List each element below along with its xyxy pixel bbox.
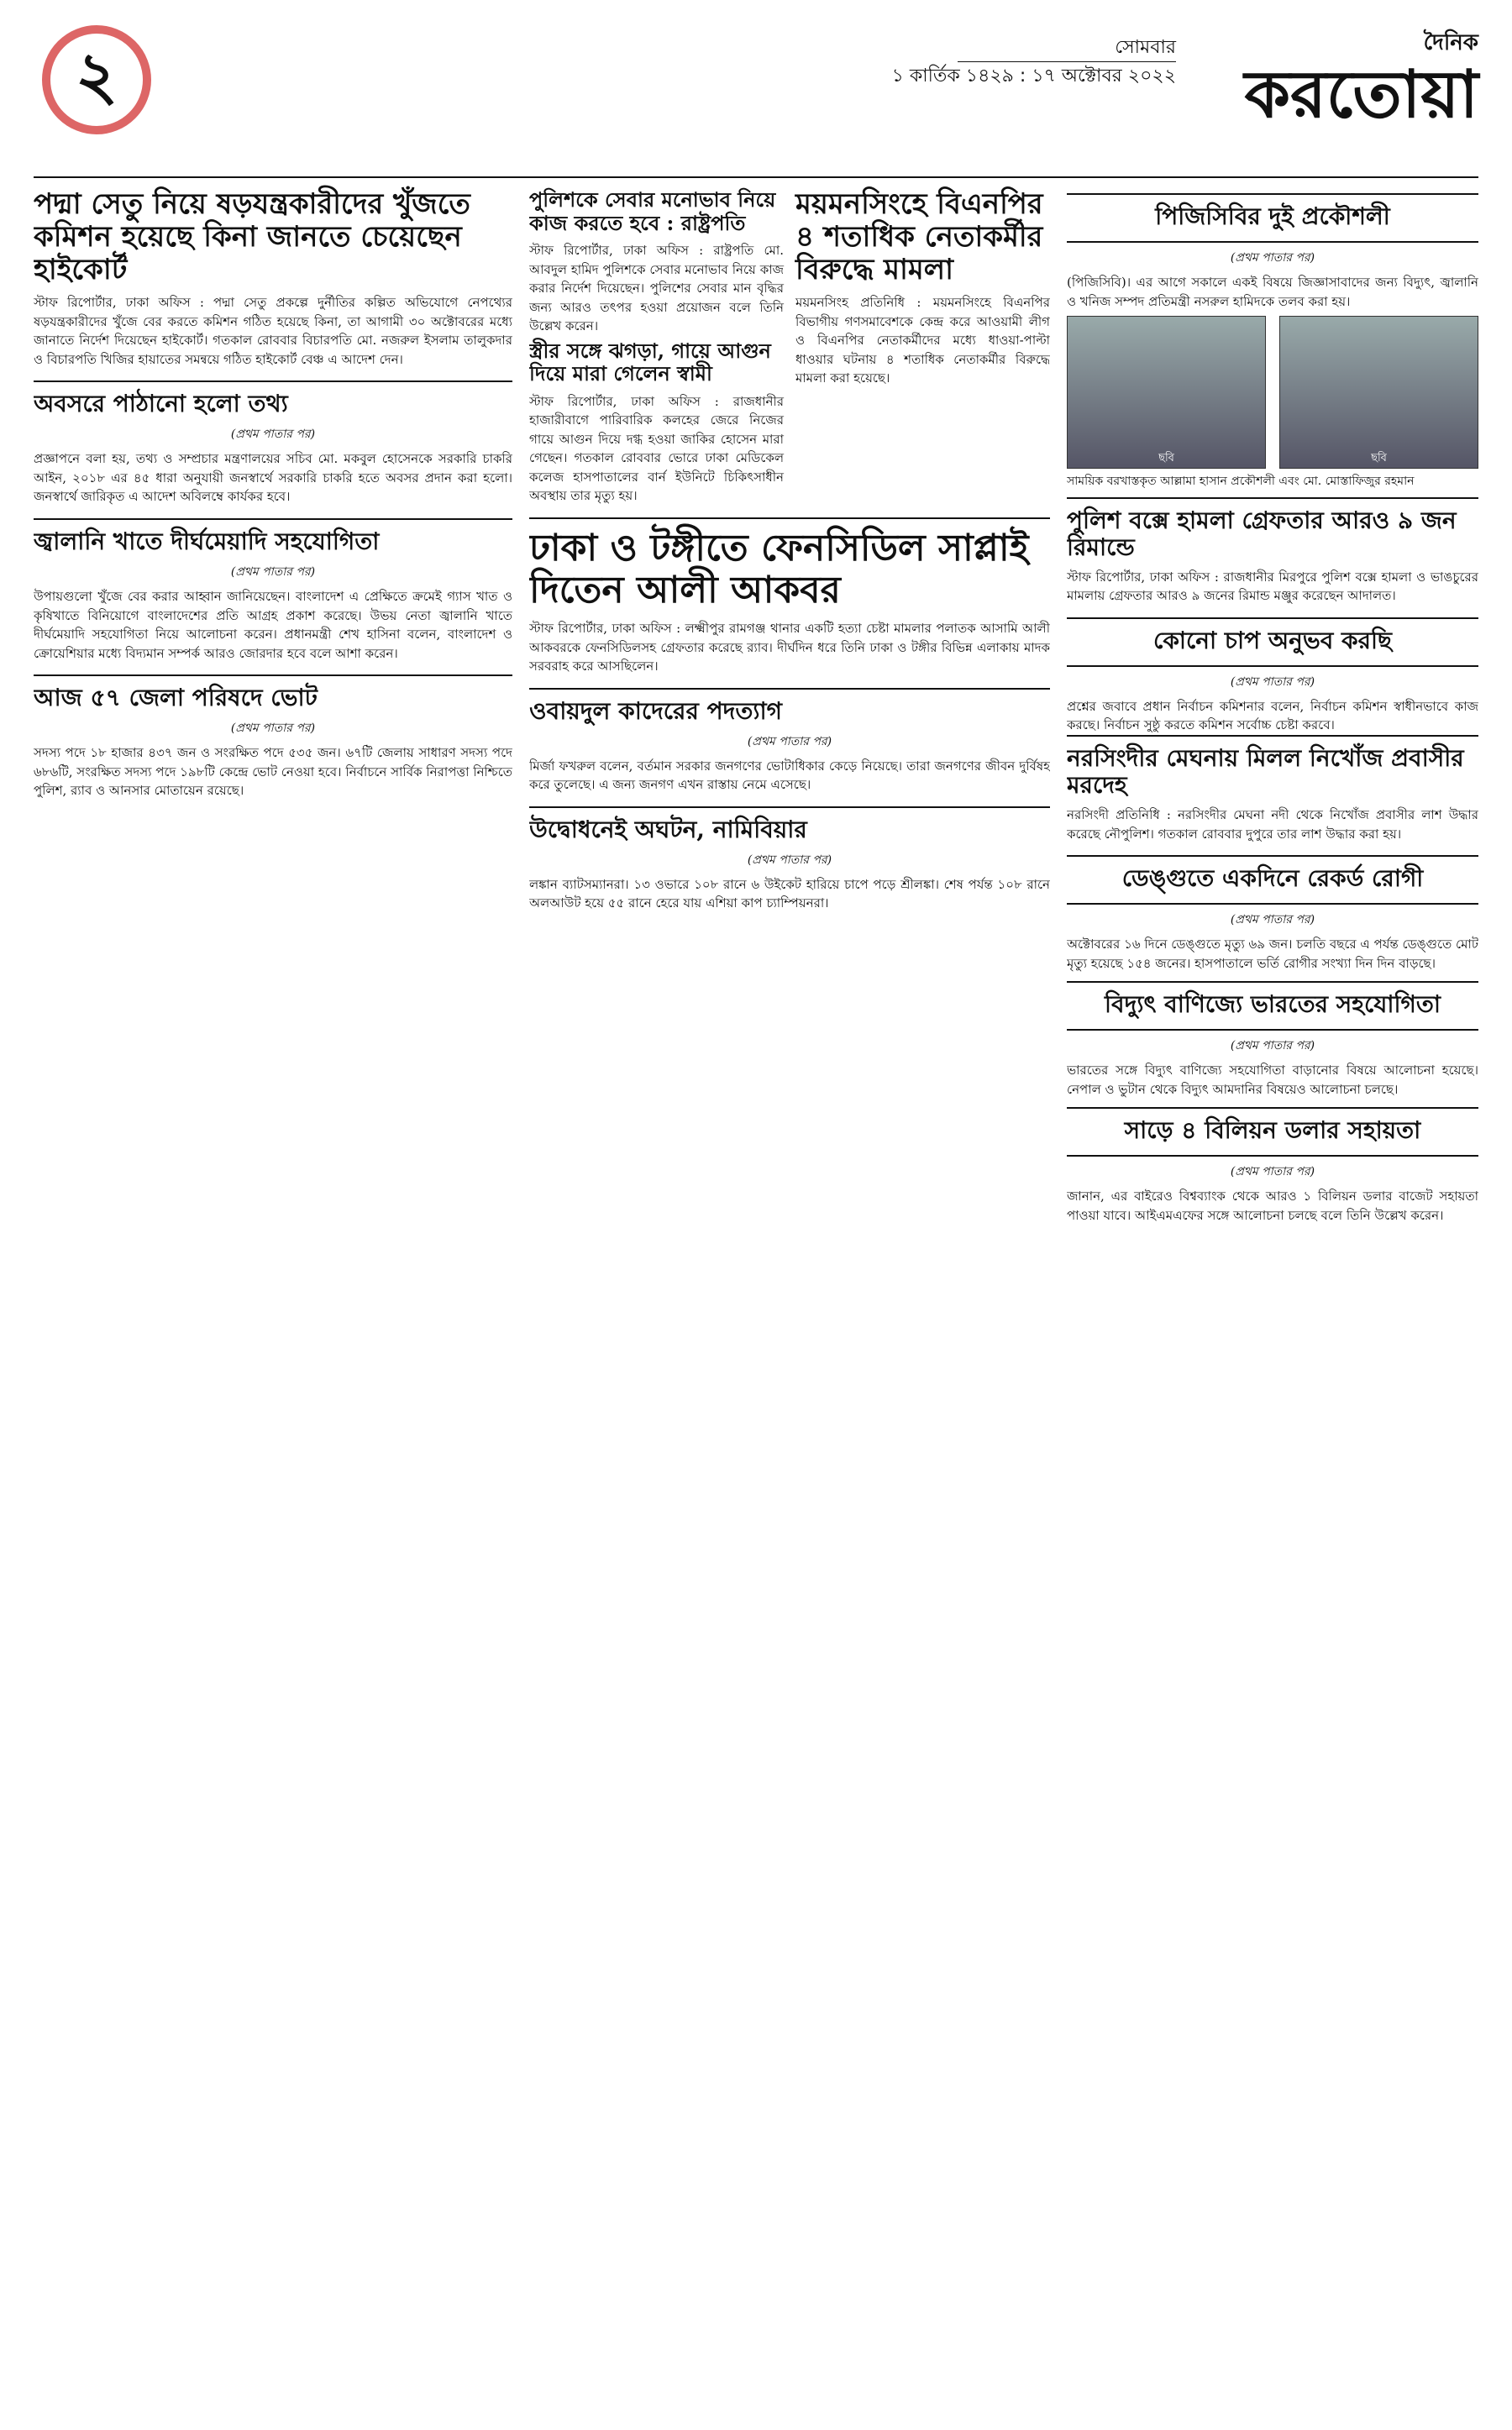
newspaper-logo: [1201, 25, 1478, 133]
headline: নরসিংদীর মেঘনায় মিলল নিখোঁজ প্রবাসীর মরদেহ: [1067, 743, 1464, 800]
headline: পদ্মা সেতু নিয়ে ষড়যন্ত্রকারীদের খুঁজতে কমিশন হয়েছে কিনা জানতে চেয়েছেন হাইকোর্ট: [34, 187, 470, 287]
continued-note: (প্রথম পাতার পর): [1230, 674, 1315, 689]
continued-note: (প্রথম পাতার পর): [230, 565, 316, 580]
story-body: স্টাফ রিপোর্টার, ঢাকা অফিস : পদ্মা সেতু প্রকল্পে দুর্নীতির কল্পিত অভিযোগে নেপথ্যের ষড়যন্ত্রকারীদের খুঁজে বের করতে কমিশন গঠিত হয়েছে কিনা, তা আগামী ৩০ অক্টোবরের মধ্যে জানাতে নির্দেশ দিয়েছেন হাইকোর্ট। গতকাল রোববার বিচারপতি মো. নজরুল ইসলাম তালুকদার ও বিচারপতি খিজির হায়াতের সমন্বয়ে গঠিত হাইকোর্ট বেঞ্চ এ আদেশ দেন।: [34, 295, 512, 367]
story-body: ভারতের সঙ্গে বিদ্যুৎ বাণিজ্যে সহযোগিতা বাড়ানোর বিষয়ে আলোচনা হয়েছে। নেপাল ও ভুটান থেকে বিদ্যুৎ আমদানির বিষয়েও আলোচনা চলছে।: [1067, 1063, 1478, 1097]
continued-note: (প্রথম পাতার পর): [747, 853, 832, 867]
story-body: (পিজিসিবি)। এর আগে সকালে একই বিষয়ে জিজ্ঞাসাবাদের জন্য বিদ্যুৎ, জ্বালানি ও খনিজ সম্পদ প্রতিমন্ত্রী নসরুল হামিদকে তলব করা হয়।: [1067, 275, 1478, 309]
portrait-photo: ছবি: [1067, 316, 1266, 469]
story-president: [529, 185, 784, 506]
continued-note: (প্রথম পাতার পর): [230, 428, 316, 442]
headline: ঢাকা ও টঙ্গীতে ফেনসিডিল সাপ্লাই দিতেন আলী আকবর: [529, 526, 1029, 612]
continued-note: (প্রথম পাতার পর): [747, 734, 832, 748]
story-narsingdi: [1067, 735, 1478, 843]
story-padma-bridge: [34, 188, 512, 369]
story-district-council: [34, 674, 512, 800]
issue-day: সোমবার: [958, 34, 1176, 62]
story-namibia: [529, 806, 1050, 913]
story-energy: [34, 518, 512, 663]
two-story-row: [529, 185, 1050, 517]
headline: জ্বালানি খাতে দীর্ঘমেয়াদি সহযোগিতা: [34, 527, 380, 555]
story-body: নরসিংদী প্রতিনিধি : নরসিংদীর মেঘনা নদী থেকে নিখোঁজ প্রবাসীর লাশ উদ্ধার করেছে নৌপুলিশ। গতকাল রোববার দুপুরে তার লাশ উদ্ধার করা হয়।: [1067, 807, 1478, 842]
story-body: প্রশ্নের জবাবে প্রধান নির্বাচন কমিশনার বলেন, নির্বাচন কমিশন স্বাধীনভাবে কাজ করছে। নির্বাচন সুষ্ঠু করতে কমিশন সর্বোচ্চ চেষ্টা করবে।: [1067, 698, 1478, 733]
headline: স্ত্রীর সঙ্গে ঝগড়া, গায়ে আগুন দিয়ে মারা গেলেন স্বামী: [529, 338, 771, 386]
photo-row: [1067, 316, 1478, 469]
story-body: স্টাফ রিপোর্টার, ঢাকা অফিস : লক্ষ্মীপুর রামগঞ্জ থানার একটি হত্যা চেষ্টা মামলার পলাতক আসামি আলী আকবরকে ফেনসিডিলসহ গ্রেফতার করেছে র‍্যাব। দীর্ঘদিন ধরে তিনি ঢাকা ও টঙ্গীর বিভিন্ন এলাকায় মাদক সরবরাহ করে আসছিলেন।: [529, 621, 1050, 674]
story-retirement: [34, 381, 512, 506]
headline: সাড়ে ৪ বিলিয়ন ডলার সহায়তা: [1067, 1107, 1478, 1157]
issue-date: ১ কার্তিক ১৪২৯ : ১৭ অক্টোবর ২০২২: [891, 66, 1176, 87]
headline: পিজিসিবির দুই প্রকৌশলী: [1067, 193, 1478, 243]
page-number: ২: [42, 25, 151, 134]
story-body: প্রজ্ঞাপনে বলা হয়, তথ্য ও সম্প্রচার মন্ত্রণালয়ের সচিব মো. মকবুল হোসেনকে সরকারি চাকরি আইন, ২০১৮ এর ৪৫ ধারা অনুযায়ী জনস্বার্থে সরকারি চাকরি হতে অবসর প্রদান করা হলো। জনস্বার্থে জারিকৃত এ আদেশ অবিলম্বে কার্যকর হবে।: [34, 451, 512, 505]
story-police-box: [1067, 497, 1478, 606]
headline: ময়মনসিংহে বিএনপির ৪ শতাধিক নেতাকর্মীর বিরুদ্ধে মামলা: [795, 187, 1043, 287]
column-right: [1067, 185, 1478, 2413]
story-phensedyl: [529, 517, 1050, 676]
story-body: লঙ্কান ব্যাটসম্যানরা। ১৩ ওভারে ১০৮ রানে ৬ উইকেট হারিয়ে চাপে পড়ে শ্রীলঙ্কা। শেষ পর্যন্ত ১০৮ রানে অলআউট হয়ে ৫৫ রানে হেরে যায় এশিয়া কাপ চ্যাম্পিয়নরা।: [529, 876, 1050, 911]
column-left: [34, 185, 512, 2413]
column-center: [529, 185, 1050, 2413]
story-body: স্টাফ রিপোর্টার, ঢাকা অফিস : রাষ্ট্রপতি মো. আবদুল হামিদ পুলিশকে সেবার মনোভাব নিয়ে কাজ করার নির্দেশ দিয়েছেন। পুলিশের সেবার মান বৃদ্ধির জন্য আরও তৎপর হওয়া প্রয়োজন বলে তিনি উল্লেখ করেন।: [529, 243, 784, 334]
story-obaidul-quader: [529, 688, 1050, 795]
headline: আজ ৫৭ জেলা পরিষদে ভোট: [34, 684, 318, 712]
masthead: [34, 17, 1478, 178]
headline: বিদ্যুৎ বাণিজ্যে ভারতের সহযোগিতা: [1067, 981, 1478, 1031]
continued-note: (প্রথম পাতার পর): [1230, 1039, 1315, 1053]
brand-small: দৈনিক: [1423, 30, 1478, 55]
story-body: সদস্য পদে ১৮ হাজার ৪৩৭ জন ও সংরক্ষিত পদে ৫৩৫ জন। ৬৭টি জেলায় সাধারণ সদস্য পদে ৬৮৬টি, সংরক্ষিত সদস্য পদে ১৯৮টি কেন্দ্রে ভোট নেওয়া হবে। নির্বাচনে সার্বিক নিরাপত্তা নিশ্চিতে পুলিশ, র‍্যাব ও আনসার মোতায়েন রয়েছে।: [34, 745, 512, 799]
story-body: অক্টোবরের ১৬ দিনে ডেঙ্গুতে মৃত্যু ৬৯ জন। চলতি বছরে এ পর্যন্ত ডেঙ্গুতে মোট মৃত্যু হয়েছে ১৫৪ জনের। হাসপাতালে ভর্তি রোগীর সংখ্যা দিন দিন বাড়ছে।: [1067, 937, 1478, 971]
headline: পুলিশকে সেবার মনোভাব নিয়ে কাজ করতে হবে : রাষ্ট্রপতি: [529, 187, 776, 235]
issue-meta: [892, 34, 1176, 90]
headline: ওবায়দুল কাদেরের পদত্যাগ: [529, 696, 782, 725]
story-mymensingh: [795, 185, 1050, 506]
photo-caption: সাময়িক বরখাস্তকৃত আল্লামা হাসান প্রকৌশলী এবং মো. মোস্তাফিজুর রহমান: [1067, 475, 1415, 488]
continued-note: (প্রথম পাতার পর): [230, 722, 316, 736]
headline: ডেঙ্গুতে একদিনে রেকর্ড রোগী: [1067, 855, 1478, 905]
story-body: স্টাফ রিপোর্টার, ঢাকা অফিস : রাজধানীর মিরপুরে পুলিশ বক্সে হামলা ও ভাঙচুরের মামলায় গ্রেফতার আরও ৯ জনের রিমান্ড মঞ্জুর করেছেন আদালত।: [1067, 569, 1478, 604]
story-body: ময়মনসিংহ প্রতিনিধি : ময়মনসিংহে বিএনপির বিভাগীয় গণসমাবেশকে কেন্দ্র করে আওয়ামী লীগ ও বিএনপির নেতাকর্মীদের মধ্যে ধাওয়া-পাল্টা ধাওয়ার ঘটনায় ৪ শতাধিক নেতাকর্মীর বিরুদ্ধে মামলা করা হয়েছে।: [795, 295, 1050, 386]
headline: পুলিশ বক্সে হামলা গ্রেফতার আরও ৯ জন রিমান্ডে: [1067, 506, 1457, 561]
continued-note: (প্রথম পাতার পর): [1230, 1165, 1315, 1179]
story-body: উপায়গুলো খুঁজে বের করার আহ্বান জানিয়েছেন। বাংলাদেশ এ প্রেক্ষিতে ক্রমেই গ্যাস খাত ও কৃষিখাতে বিনিয়োগে বাংলাদেশের প্রতি আগ্রহ প্রকাশ করেছে। উভয় নেতা জ্বালানি খাতে দীর্ঘমেয়াদি সহযোগিতা নিয়ে আলোচনা করেন। প্রধানমন্ত্রী শেখ হাসিনা বলেন, বাংলাদেশ ও ক্রোয়েশিয়ার মধ্যে বিদ্যমান সম্পর্ক আরও জোরদার হবে বলে আশা করেন।: [34, 589, 512, 661]
story-body: স্টাফ রিপোর্টার, ঢাকা অফিস : রাজধানীর হাজারীবাগে পারিবারিক কলহের জেরে নিজের গায়ে আগুন দিয়ে দগ্ধ হওয়া জাকির হোসেন মারা গেছেন। গতকাল রোববার ভোরে ঢাকা মেডিকেল কলেজ হাসপাতালের বার্ন ইউনিটে চিকিৎসাধীন অবস্থায় তার মৃত্যু হয়।: [529, 393, 784, 504]
story-body: মির্জা ফখরুল বলেন, বর্তমান সরকার জনগণের ভোটাধিকার কেড়ে নিয়েছে। তারা জনগণের জীবন দুর্বিষহ করে তুলেছে। এ জন্য জনগণ এখন রাস্তায় নেমে এসেছে।: [529, 758, 1050, 793]
brand-name: করতোয়া: [1244, 57, 1478, 133]
headline: অবসরে পাঠানো হলো তথ্য: [34, 390, 288, 418]
story-body: জানান, এর বাইরেও বিশ্বব্যাংক থেকে আরও ১ বিলিয়ন ডলার বাজেট সহায়তা পাওয়া যাবে। আইএমএফের সঙ্গে আলোচনা চলছে বলে তিনি উল্লেখ করেন।: [1067, 1189, 1478, 1223]
continued-note: (প্রথম পাতার পর): [1230, 251, 1315, 265]
headline: উদ্বোধনেই অঘটন, নামিবিয়ার: [529, 815, 807, 843]
continued-note: (প্রথম পাতার পর): [1230, 913, 1315, 927]
portrait-photo: ছবি: [1279, 316, 1478, 469]
headline: কোনো চাপ অনুভব করছি: [1067, 617, 1478, 667]
